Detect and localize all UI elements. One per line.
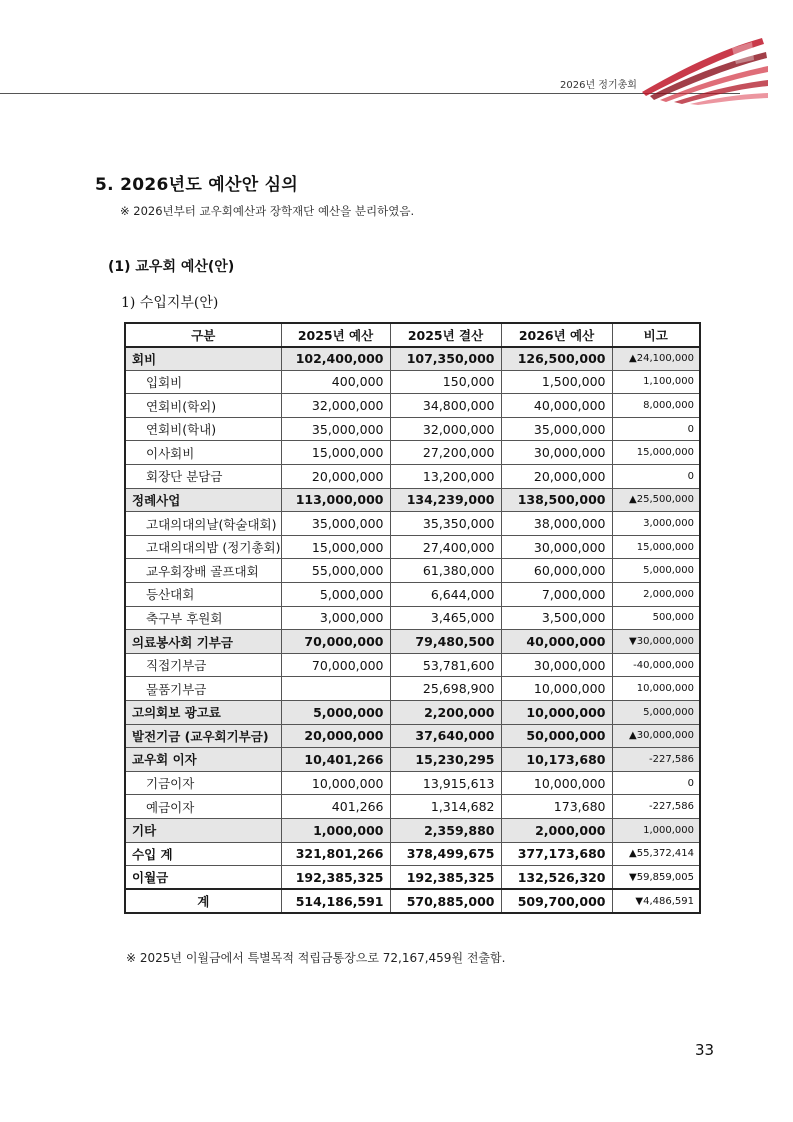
budget-2026-cell: 40,000,000 <box>501 394 612 418</box>
budget-2025-cell: 20,000,000 <box>281 724 390 748</box>
budget-2025-cell: 3,000,000 <box>281 606 390 630</box>
budget-2026-cell: 3,500,000 <box>501 606 612 630</box>
budget-2026-cell: 60,000,000 <box>501 559 612 583</box>
table-row <box>125 394 700 418</box>
table-row <box>125 771 700 795</box>
table-row <box>125 370 700 394</box>
budget-2026-cell: 30,000,000 <box>501 653 612 677</box>
budget-2025-cell: 514,186,591 <box>281 889 390 913</box>
row-name-cell: 교우회장배 골프대회 <box>125 559 281 583</box>
note-cell: 1,100,000 <box>612 370 700 394</box>
table-row <box>125 889 700 913</box>
settlement-2025-cell: 192,385,325 <box>390 866 501 890</box>
table-row <box>125 701 700 725</box>
section-note: ※ 2026년부터 교우회예산과 장학재단 예산을 분리하였음. <box>120 204 415 218</box>
budget-2026-cell: 10,000,000 <box>501 677 612 701</box>
note-cell: ▲55,372,414 <box>612 842 700 866</box>
budget-2025-cell: 35,000,000 <box>281 417 390 441</box>
budget-2025-cell: 15,000,000 <box>281 535 390 559</box>
row-name-cell: 고대의대의밤 (정기총회) <box>125 535 281 559</box>
note-cell: 15,000,000 <box>612 441 700 465</box>
note-cell: -40,000,000 <box>612 653 700 677</box>
settlement-2025-cell: 107,350,000 <box>390 347 501 371</box>
budget-2026-cell: 1,500,000 <box>501 370 612 394</box>
subsubsection-title: 1) 수입지부(안) <box>121 295 219 311</box>
note-cell: 15,000,000 <box>612 535 700 559</box>
budget-2025-cell: 400,000 <box>281 370 390 394</box>
budget-2026-cell: 7,000,000 <box>501 583 612 607</box>
note-cell: 0 <box>612 417 700 441</box>
budget-2026-cell: 40,000,000 <box>501 630 612 654</box>
settlement-2025-cell: 378,499,675 <box>390 842 501 866</box>
row-name-cell: 고의회보 광고료 <box>125 701 281 725</box>
settlement-2025-cell: 32,000,000 <box>390 417 501 441</box>
note-cell: 3,000,000 <box>612 512 700 536</box>
footnote: ※ 2025년 이월금에서 특별목적 적립금통장으로 72,167,459원 전출함. <box>126 951 506 965</box>
table-row <box>125 842 700 866</box>
budget-2025-cell: 10,000,000 <box>281 771 390 795</box>
row-name-cell: 의료봉사회 기부금 <box>125 630 281 654</box>
settlement-2025-cell: 79,480,500 <box>390 630 501 654</box>
table-row <box>125 653 700 677</box>
budget-2026-cell: 30,000,000 <box>501 441 612 465</box>
section-title: 5. 2026년도 예산안 심의 <box>95 175 299 195</box>
budget-2025-cell: 192,385,325 <box>281 866 390 890</box>
table-row <box>125 512 700 536</box>
note-cell: ▼59,859,005 <box>612 866 700 890</box>
budget-2026-cell: 10,000,000 <box>501 701 612 725</box>
note-cell: 5,000,000 <box>612 701 700 725</box>
budget-2026-cell: 35,000,000 <box>501 417 612 441</box>
table-row <box>125 677 700 701</box>
header-settlement-2025: 2025년 결산 <box>390 323 501 347</box>
settlement-2025-cell: 134,239,000 <box>390 488 501 512</box>
settlement-2025-cell: 570,885,000 <box>390 889 501 913</box>
settlement-2025-cell: 27,200,000 <box>390 441 501 465</box>
page-number: 33 <box>695 1041 715 1059</box>
row-name-cell: 직접기부금 <box>125 653 281 677</box>
budget-2026-cell: 132,526,320 <box>501 866 612 890</box>
table-row <box>125 441 700 465</box>
budget-2026-cell: 20,000,000 <box>501 465 612 489</box>
settlement-2025-cell: 37,640,000 <box>390 724 501 748</box>
budget-2025-cell: 20,000,000 <box>281 465 390 489</box>
row-name-cell: 회비 <box>125 347 281 371</box>
row-name-cell: 물품기부금 <box>125 677 281 701</box>
budget-2025-cell: 401,266 <box>281 795 390 819</box>
note-cell: ▼30,000,000 <box>612 630 700 654</box>
note-cell: 500,000 <box>612 606 700 630</box>
settlement-2025-cell: 1,314,682 <box>390 795 501 819</box>
settlement-2025-cell: 34,800,000 <box>390 394 501 418</box>
settlement-2025-cell: 27,400,000 <box>390 535 501 559</box>
budget-2026-cell: 2,000,000 <box>501 818 612 842</box>
header-note: 비고 <box>612 323 700 347</box>
budget-2025-cell: 1,000,000 <box>281 818 390 842</box>
budget-2025-cell: 32,000,000 <box>281 394 390 418</box>
table-header-row <box>125 323 700 347</box>
header-text: 2026년 정기총회 <box>560 80 637 91</box>
settlement-2025-cell: 6,644,000 <box>390 583 501 607</box>
row-name-cell: 축구부 후원회 <box>125 606 281 630</box>
budget-2026-cell: 138,500,000 <box>501 488 612 512</box>
row-name-cell: 회장단 분담금 <box>125 465 281 489</box>
settlement-2025-cell: 61,380,000 <box>390 559 501 583</box>
table-row <box>125 748 700 772</box>
row-name-cell: 입회비 <box>125 370 281 394</box>
header-category: 구분 <box>125 323 281 347</box>
table-row <box>125 724 700 748</box>
budget-2025-cell: 5,000,000 <box>281 583 390 607</box>
settlement-2025-cell: 13,915,613 <box>390 771 501 795</box>
subsection-title: (1) 교우회 예산(안) <box>108 259 235 275</box>
settlement-2025-cell: 150,000 <box>390 370 501 394</box>
note-cell: -227,586 <box>612 748 700 772</box>
table-row <box>125 866 700 890</box>
note-cell: 0 <box>612 465 700 489</box>
budget-2025-cell: 15,000,000 <box>281 441 390 465</box>
settlement-2025-cell: 2,359,880 <box>390 818 501 842</box>
budget-2026-cell: 30,000,000 <box>501 535 612 559</box>
row-name-cell: 수입 계 <box>125 842 281 866</box>
budget-2026-cell: 173,680 <box>501 795 612 819</box>
settlement-2025-cell: 53,781,600 <box>390 653 501 677</box>
budget-2026-cell: 126,500,000 <box>501 347 612 371</box>
row-name-cell: 연회비(학내) <box>125 417 281 441</box>
budget-2026-cell: 377,173,680 <box>501 842 612 866</box>
budget-2025-cell: 113,000,000 <box>281 488 390 512</box>
settlement-2025-cell: 25,698,900 <box>390 677 501 701</box>
note-cell: 10,000,000 <box>612 677 700 701</box>
table-row <box>125 488 700 512</box>
note-cell: ▼4,486,591 <box>612 889 700 913</box>
table-row <box>125 535 700 559</box>
note-cell: ▲24,100,000 <box>612 347 700 371</box>
budget-2025-cell: 35,000,000 <box>281 512 390 536</box>
table-row <box>125 465 700 489</box>
settlement-2025-cell: 35,350,000 <box>390 512 501 536</box>
settlement-2025-cell: 3,465,000 <box>390 606 501 630</box>
header-budget-2025: 2025년 예산 <box>281 323 390 347</box>
budget-2025-cell: 102,400,000 <box>281 347 390 371</box>
row-name-cell: 예금이자 <box>125 795 281 819</box>
row-name-cell: 기금이자 <box>125 771 281 795</box>
table-row <box>125 630 700 654</box>
budget-2025-cell: 55,000,000 <box>281 559 390 583</box>
budget-2025-cell: 5,000,000 <box>281 701 390 725</box>
table-row <box>125 347 700 371</box>
table-row <box>125 583 700 607</box>
budget-2026-cell: 50,000,000 <box>501 724 612 748</box>
swoosh-logo-icon <box>640 30 770 105</box>
row-name-cell: 기타 <box>125 818 281 842</box>
note-cell: ▲25,500,000 <box>612 488 700 512</box>
row-name-cell: 연회비(학외) <box>125 394 281 418</box>
budget-2026-cell: 10,000,000 <box>501 771 612 795</box>
budget-2025-cell: 321,801,266 <box>281 842 390 866</box>
settlement-2025-cell: 15,230,295 <box>390 748 501 772</box>
header-rule <box>0 93 740 94</box>
table-row <box>125 795 700 819</box>
budget-2026-cell: 10,173,680 <box>501 748 612 772</box>
note-cell: 1,000,000 <box>612 818 700 842</box>
table-row <box>125 417 700 441</box>
row-name-cell: 발전기금 (교우회기부금) <box>125 724 281 748</box>
note-cell: 5,000,000 <box>612 559 700 583</box>
budget-2025-cell <box>281 677 390 701</box>
note-cell: ▲30,000,000 <box>612 724 700 748</box>
row-name-cell: 고대의대의날(학술대회) <box>125 512 281 536</box>
header-budget-2026: 2026년 예산 <box>501 323 612 347</box>
row-name-cell: 교우회 이자 <box>125 748 281 772</box>
budget-2025-cell: 70,000,000 <box>281 630 390 654</box>
row-name-cell: 이월금 <box>125 866 281 890</box>
table-row <box>125 818 700 842</box>
income-budget-table <box>124 322 701 914</box>
row-name-cell: 계 <box>125 889 281 913</box>
settlement-2025-cell: 13,200,000 <box>390 465 501 489</box>
settlement-2025-cell: 2,200,000 <box>390 701 501 725</box>
row-name-cell: 등산대회 <box>125 583 281 607</box>
row-name-cell: 이사회비 <box>125 441 281 465</box>
budget-2026-cell: 38,000,000 <box>501 512 612 536</box>
note-cell: 8,000,000 <box>612 394 700 418</box>
note-cell: 0 <box>612 771 700 795</box>
note-cell: -227,586 <box>612 795 700 819</box>
table-body <box>125 347 700 913</box>
budget-2026-cell: 509,700,000 <box>501 889 612 913</box>
budget-2025-cell: 10,401,266 <box>281 748 390 772</box>
table-row <box>125 559 700 583</box>
table-row <box>125 606 700 630</box>
budget-2025-cell: 70,000,000 <box>281 653 390 677</box>
note-cell: 2,000,000 <box>612 583 700 607</box>
row-name-cell: 정례사업 <box>125 488 281 512</box>
